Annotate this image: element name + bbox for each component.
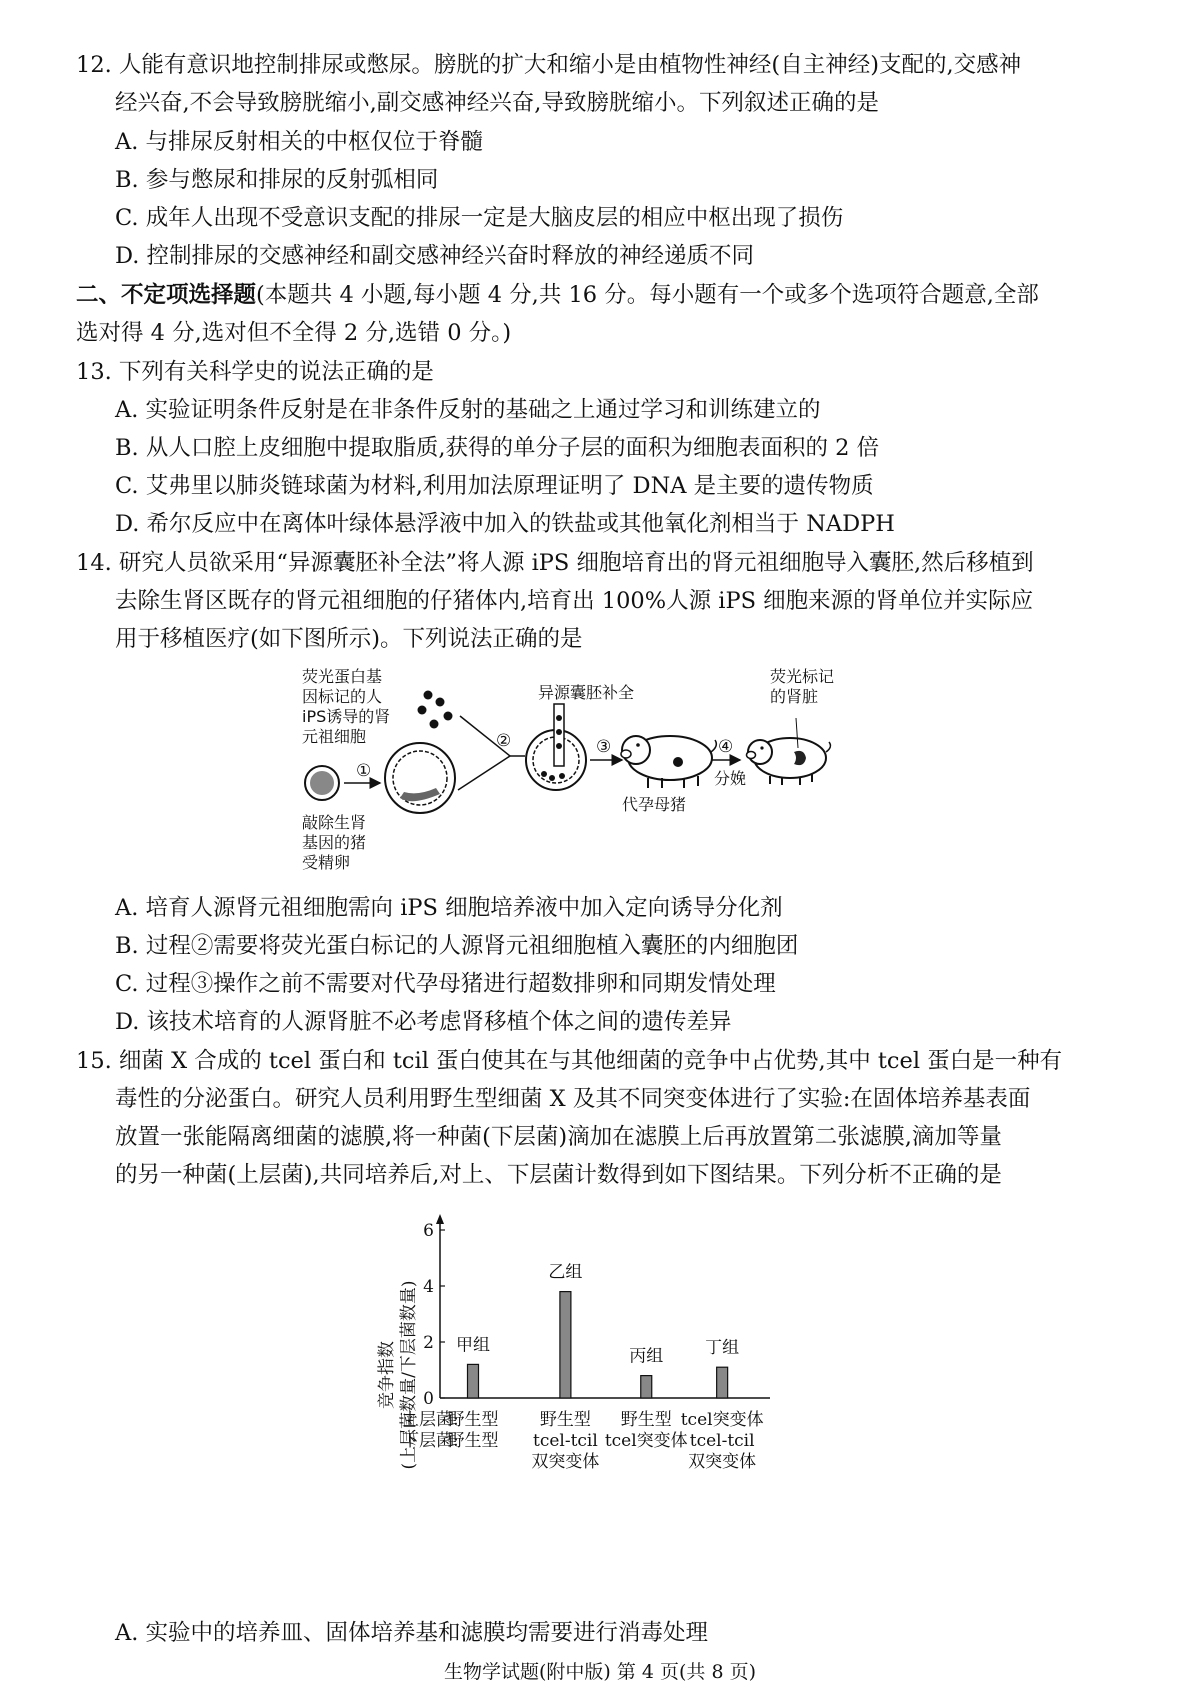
label-egg-3: 受精卵	[302, 853, 351, 872]
piglet-kidney-icon	[747, 718, 831, 785]
chart-bar	[468, 1364, 479, 1398]
chart-y-tick-label: 2	[423, 1333, 434, 1353]
q13-option-d: D. 希尔反应中在离体叶绿体悬浮液中加入的铁盐或其他氧化剂相当于 NADPH	[115, 511, 895, 537]
section-heading	[76, 280, 1039, 310]
chart-lower-strain-label: tcel-tcil	[689, 1431, 755, 1451]
q14-stem-line3: 用于移植医疗(如下图所示)。下列说法正确的是	[115, 626, 583, 652]
chart-upper-strain-label: 野生型	[539, 1410, 591, 1430]
section-title: 二、不定项选择题	[76, 282, 257, 308]
section-desc-line2: 选对得 4 分,选对但不全得 2 分,选错 0 分。)	[76, 320, 512, 346]
chart-bar	[717, 1367, 728, 1398]
chart-y-tick-label: 0	[423, 1389, 434, 1409]
label-cells-3: iPS诱导的肾	[302, 707, 391, 726]
chart-y-tick-label: 4	[423, 1277, 434, 1297]
section-desc-line1: (本题共 4 小题,每小题 4 分,共 16 分。每小题有一个或多个选项符合题意,全部	[256, 282, 1039, 308]
q12-option-c: C. 成年人出现不受意识支配的排尿一定是大脑皮层的相应中枢出现了损伤	[115, 205, 844, 231]
chart-lower-strain-label: 野生型	[447, 1431, 499, 1451]
chart-upper-strain-label: 野生型	[447, 1410, 499, 1430]
q12-stem-line2: 经兴奋,不会导致膀胱缩小,副交感神经兴奋,导致膀胱缩小。下列叙述正确的是	[115, 90, 879, 116]
q15-stem-line2: 毒性的分泌蛋白。研究人员利用野生型细菌 X 及其不同突变体进行了实验:在固体培养基表面	[115, 1086, 1031, 1112]
chart-bar	[641, 1376, 652, 1398]
q12-option-d: D. 控制排尿的交感神经和副交感神经兴奋时释放的神经递质不同	[115, 243, 755, 269]
q12-option-b: B. 参与憋尿和排尿的反射弧相同	[115, 167, 439, 193]
chart-row-label-upper: 上层菌:	[402, 1410, 459, 1430]
chart-bar-group-label: 丁组	[705, 1338, 740, 1359]
label-egg-2: 基因的猪	[302, 833, 367, 852]
page-footer: 生物学试题(附中版) 第 4 页(共 8 页)	[443, 1661, 757, 1683]
chart-bar-group-label: 甲组	[456, 1335, 490, 1356]
step1-label: ①	[356, 761, 372, 781]
chart-bar-group-label: 丙组	[629, 1346, 664, 1367]
arrow-blastocyst-to-merge	[458, 756, 510, 790]
label-cells-2: 因标记的人	[302, 687, 383, 706]
chart-upper-strain-label: tcel突变体	[680, 1410, 764, 1430]
q13-option-b: B. 从人口腔上皮细胞中提取脂质,获得的单分子层的面积为细胞表面积的 2 倍	[115, 435, 880, 461]
q12-stem-line1: 12. 人能有意识地控制排尿或憋尿。膀胱的扩大和缩小是由植物性神经(自主神经)支配的,交感神	[76, 52, 1022, 78]
label-complement: 异源囊胚补全	[538, 683, 635, 702]
chart-lower-strain-label: 双突变体	[688, 1452, 757, 1472]
q13-option-c: C. 艾弗里以肺炎链球菌为材料,利用加法原理证明了 DNA 是主要的遗传物质	[115, 473, 874, 499]
q14-option-c: C. 过程③操作之前不需要对代孕母猪进行超数排卵和同期发情处理	[115, 971, 776, 997]
chart-labels	[402, 1263, 764, 1472]
q15-stem-line3: 放置一张能隔离细菌的滤膜,将一种菌(下层菌)滴加在滤膜上后再放置第二张滤膜,滴加等量	[115, 1124, 1002, 1150]
chart-row-label-lower: 下层菌:	[402, 1431, 459, 1451]
complemented-blastocyst-icon	[526, 704, 586, 790]
chart-bar	[560, 1292, 571, 1398]
label-kidney-1: 荧光标记	[770, 667, 835, 686]
chart-upper-strain-label: 野生型	[620, 1410, 672, 1430]
label-birth: 分娩	[714, 769, 747, 788]
q15-stem-line4: 的另一种菌(上层菌),共同培养后,对上、下层菌计数得到如下图结果。下列分析不正确的是	[115, 1162, 1002, 1188]
kidney-progenitor-cells-icon	[418, 691, 453, 729]
blastocyst-icon	[385, 743, 455, 813]
chart-lower-strain-label: tcel突变体	[604, 1431, 688, 1451]
q15-stem-line1: 15. 细菌 X 合成的 tcel 蛋白和 tcil 蛋白使其在与其他细菌的竞争中占优势,其中 tcel 蛋白是一种有	[76, 1048, 1063, 1074]
chart-ylabel-2: (上层菌数量/下层菌数量)	[399, 1280, 419, 1470]
chart-y-axis-arrow	[436, 1214, 444, 1224]
chart-y-tick-label: 6	[423, 1221, 434, 1241]
chart-lower-strain-label: tcel-tcil	[532, 1431, 598, 1451]
surrogate-pig-icon	[621, 736, 716, 788]
label-cells-4: 元祖细胞	[302, 727, 367, 746]
fertilized-egg-icon	[305, 766, 339, 800]
chart-bar-group-label: 乙组	[548, 1262, 583, 1283]
q14-option-b: B. 过程②需要将荧光蛋白标记的人源肾元祖细胞植入囊胚的内细胞团	[115, 933, 799, 959]
q14-option-a: A. 培育人源肾元祖细胞需向 iPS 细胞培养液中加入定向诱导分化剂	[115, 895, 783, 921]
q13-stem: 13. 下列有关科学史的说法正确的是	[76, 359, 434, 385]
label-cells-1: 荧光蛋白基	[302, 667, 383, 686]
q13-option-a: A. 实验证明条件反射是在非条件反射的基础之上通过学习和训练建立的	[115, 397, 821, 423]
chart-lower-strain-label: 双突变体	[531, 1452, 600, 1472]
label-egg-1: 敲除生肾	[302, 813, 367, 832]
step3-label: ③	[596, 737, 612, 757]
step2-label: ②	[496, 731, 512, 751]
q15-option-a: A. 实验中的培养皿、固体培养基和滤膜均需要进行消毒处理	[115, 1620, 709, 1646]
label-surrogate: 代孕母猪	[622, 795, 687, 814]
step4-label: ④	[718, 737, 734, 757]
label-kidney-2: 的肾脏	[770, 687, 819, 706]
q14-process-diagram	[300, 660, 900, 880]
chart-ylabel-1: 竞争指数	[377, 1341, 397, 1409]
competition-index-chart	[377, 1200, 840, 1610]
q14-option-d: D. 该技术培育的人源肾脏不必考虑肾移植个体之间的遗传差异	[115, 1009, 732, 1035]
q12-option-a: A. 与排尿反射相关的中枢仅位于脊髓	[115, 129, 484, 155]
chart-bars	[468, 1292, 728, 1398]
q14-stem-line2: 去除生肾区既存的肾元祖细胞的仔猪体内,培育出 100%人源 iPS 细胞来源的肾单位并实际应	[115, 588, 1034, 614]
q14-stem-line1: 14. 研究人员欲采用“异源囊胚补全法”将人源 iPS 细胞培育出的肾元祖细胞导入囊胚,然后移植到	[76, 550, 1034, 576]
